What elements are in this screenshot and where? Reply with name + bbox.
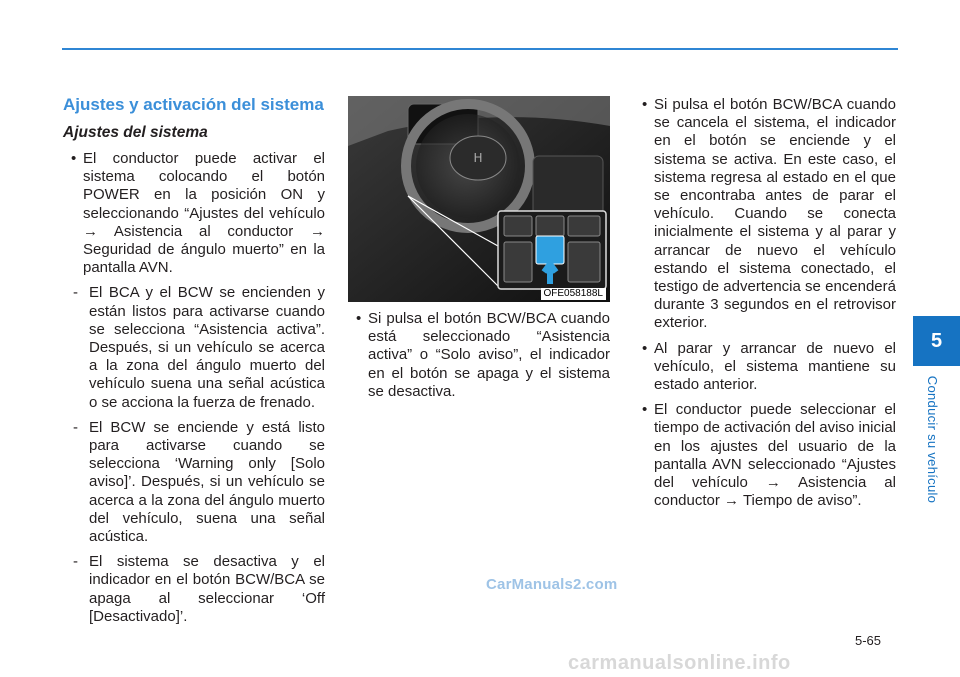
column-left (63, 96, 325, 633)
dash-off: - El sistema se desactiva y el indicador en el botón BCW/BCA se apaga al seleccionar ‘Off [Desactivado]’. (63, 553, 325, 626)
bullet-button-on: • Si pulsa el botón BCW/BCA cuando se cancela el sistema, el indicador en el botón se enciende y el sistema se activa. En este caso, el sistema regresa al estado en el que se encontraba antes de parar el vehículo. Cuando se conecta inicialmente el sistema y al parar y arrancar de nuevo el vehículo estando el sistema conectado, el testigo de advertencia se encenderá durante 3 segundos en el retrovisor exterior. (634, 96, 896, 333)
bcw-button-illustration (348, 96, 610, 302)
chapter-title-text: Conducir su vehículo (925, 375, 941, 504)
bullet-button-off: • Si pulsa el botón BCW/BCA cuando está seleccionado “Asistencia activa” o “Solo aviso”, el indicador en el botón se apaga y el sistema se desactiva. (348, 310, 610, 401)
dashboard-figure (348, 96, 610, 302)
chapter-number-tab: 5 (913, 316, 960, 366)
column-right (634, 96, 896, 517)
bullet-warning-time: • El conductor puede seleccionar el tiempo de activación del aviso inicial en los ajustes del usuario de la pantalla AVN seleccionado “Ajustes del vehículo → Asistencia al conductor → Tiempo de aviso”. (634, 401, 896, 510)
column-middle (348, 310, 610, 408)
footer-watermark: carmanualsonline.info (568, 652, 791, 674)
section-subtitle: Ajustes del sistema (63, 124, 208, 141)
page-number: 5-65 (855, 633, 882, 648)
bullet-activation: • El conductor puede activar el sistema colocando el botón POWER en la posición ON y seleccionando “Ajustes del vehículo → Asistencia al conductor → Seguridad de ángulo muerto” en la pantalla AVN. (63, 150, 325, 277)
bullet-restart-state: • Al parar y arrancar de nuevo el vehículo, el sistema mantiene su estado anterior. (634, 340, 896, 395)
dash-warning-only: - El BCW se enciende y está listo para activarse cuando se selecciona ‘Warning only [Solo aviso]’. Después, si un vehículo se acerca a la zona del ángulo muerto del vehículo, suena una señal acústica. (63, 419, 325, 546)
figure-code: OFE058188L (541, 288, 607, 300)
svg-text:H: H (473, 151, 483, 165)
chapter-title (918, 372, 948, 507)
watermark: CarManuals2.com (486, 576, 618, 593)
dash-active-assist: - El BCA y el BCW se encienden y están listos para activarse cuando se selecciona “Asistencia activa”. Después, si un vehículo se acerca a la zona del ángulo muerto del vehículo suena una señal acústica o se acciona la fuerza de frenado. (63, 284, 325, 411)
header-rule (62, 48, 898, 50)
section-title: Ajustes y activación del sistema (63, 95, 324, 114)
